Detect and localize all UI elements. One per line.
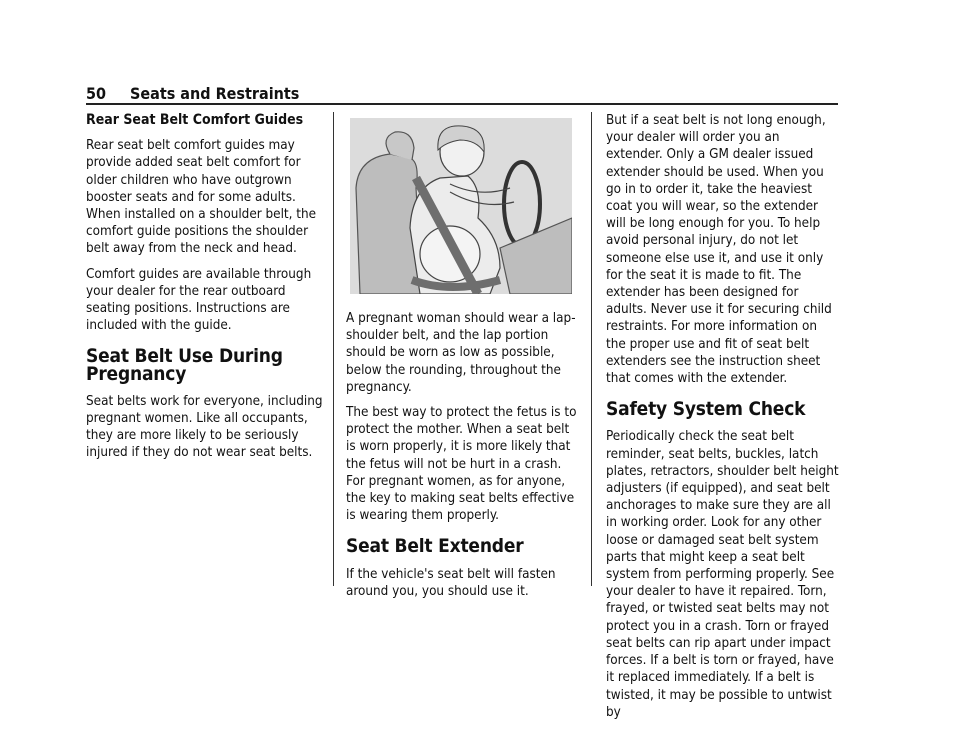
paragraph-safety-check: Periodically check the seat belt reminder, seat belts, buckles, latch plates, retractors, shoulder belt height adjusters (if equipped), and seat belt anchorages to make sure they are all in working order. Look for any other loose or damaged seat belt system parts that might keep a seat belt system from performing properly. See your dealer to have it repaired. Torn, frayed, or twisted seat belts may not protect you in a crash. Torn or frayed seat belts can rip apart under impact forces. If a belt is torn or frayed, have it replaced immediately. If a belt is twisted, it may be possible to untwist by [606, 429, 839, 720]
column-3 [606, 112, 840, 729]
page-number: 50 [86, 84, 107, 103]
paragraph-extender-1: If the vehicle's seat belt will fasten around you, you should use it. [346, 566, 556, 599]
column-2 [346, 112, 578, 608]
section-title: Seats and Restraints [130, 84, 300, 103]
paragraph-comfort-guides-1: Rear seat belt comfort guides may provide added seat belt comfort for older children who have outgrown booster seats and for some adults. When installed on a shoulder belt, the comfort guide positions the shoulder belt away from the neck and head. [86, 138, 317, 257]
heading-belt-extender: Seat Belt Extender [346, 535, 524, 558]
paragraph-pregnancy-2: A pregnant woman should wear a lap-shoulder belt, and the lap portion should be worn as low as possible, below the rounding, throughout the pregnancy. [346, 311, 576, 395]
heading-comfort-guides: Rear Seat Belt Comfort Guides [86, 112, 304, 128]
column-divider-1 [333, 112, 334, 586]
illustration-svg [350, 118, 572, 294]
paragraph-comfort-guides-2: Comfort guides are available through your dealer for the rear outboard seating positions. Instructions are included with the guide. [86, 266, 312, 334]
column-1 [86, 112, 324, 470]
paragraph-extender-2: But if a seat belt is not long enough, your dealer will order you an extender. Only a GM dealer issued extender should be used. When you go in to order it, take the heaviest coat you will wear, so the extender will be long enough for you. To help avoid personal injury, do not let someone else use it, and use it only for the seat it is made to fit. The extender has been designed for adults. Never use it for securing child restraints. For more information on the proper use and fit of seat belt extenders see the instruction sheet that comes with the extender. [606, 113, 832, 387]
heading-safety-check: Safety System Check [606, 398, 806, 421]
paragraph-pregnancy-3: The best way to protect the fetus is to protect the mother. When a seat belt is worn properly, it is more likely that the fetus will not be hurt in a crash. For pregnant women, as for anyone, the key to making seat belts effective is wearing them properly. [346, 405, 577, 524]
column-divider-2 [591, 112, 592, 586]
pregnant-woman-seatbelt-illustration [350, 118, 572, 294]
header-divider [86, 103, 838, 105]
heading-pregnancy: Seat Belt Use During Pregnancy [86, 345, 283, 385]
paragraph-pregnancy-1: Seat belts work for everyone, including pregnant women. Like all occupants, they are more likely to be seriously injured if they do not wear seat belts. [86, 393, 323, 461]
